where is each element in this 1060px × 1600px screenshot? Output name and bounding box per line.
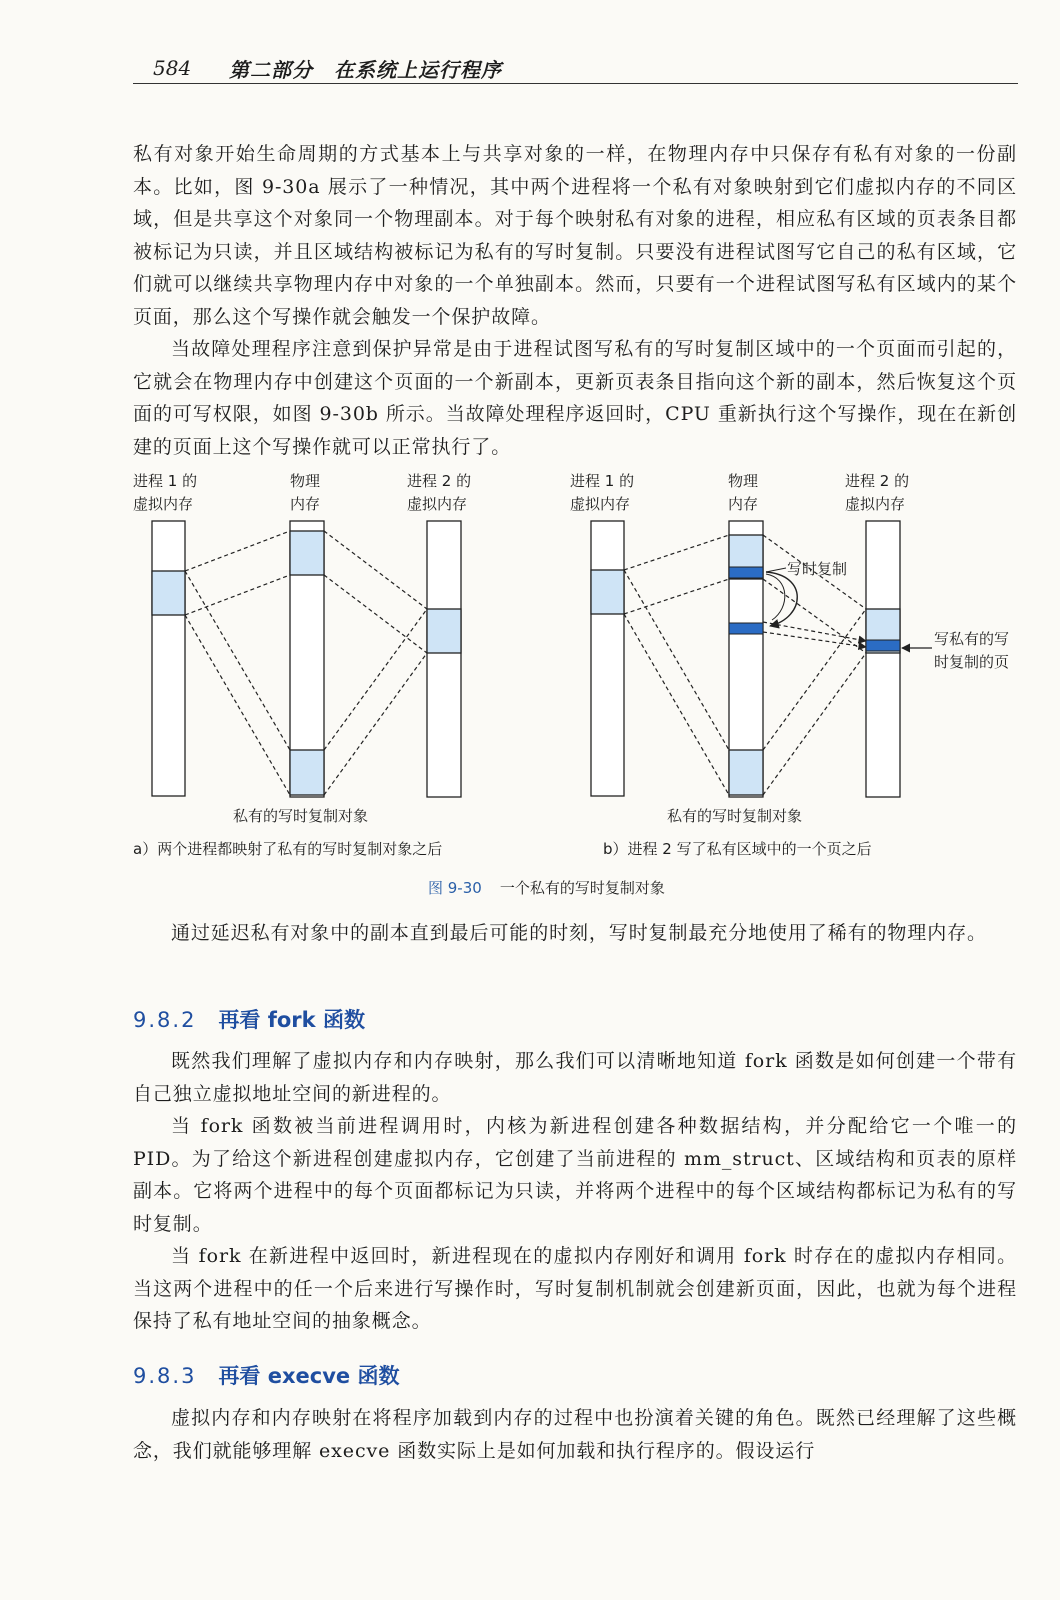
b-new-page (729, 623, 763, 634)
paragraph-6: 当 fork 在新进程中返回时，新进程现在的虚拟内存刚好和调用 fork 时存在的虚拟内存相同。当这两个进程中的任一个后来进行写操作时，写时复制机制就会创建新页面，因此，也就为每个进程保持了私有地址空间的抽象概念。 (133, 1245, 1017, 1332)
section-number: 9.8.2 (133, 1008, 197, 1032)
copy-arrow-inner (766, 574, 785, 620)
panel-b (591, 521, 932, 797)
label-b-process1: 进程 1 的 虚拟内存 (570, 472, 635, 513)
running-title: 第二部分 在系统上运行程序 (229, 58, 502, 82)
section-number: 9.8.3 (133, 1364, 197, 1388)
label-b-process2: 进程 2 的 虚拟内存 (845, 472, 910, 513)
cow-pointer (766, 568, 786, 572)
a-process1-memory (152, 521, 185, 796)
label-b-object: 私有的写时复制对象 (667, 807, 803, 825)
label-a-process2: 进程 2 的 虚拟内存 (407, 472, 472, 513)
label-a-physical: 物理 内存 (290, 472, 321, 513)
label-b-physical: 物理 内存 (728, 472, 759, 513)
label-copy-on-write: 写时复制 (787, 560, 848, 578)
page-number: 584 (153, 56, 192, 80)
section-title: 再看 fork 函数 (218, 1008, 365, 1032)
label-a-process1: 进程 1 的 虚拟内存 (133, 472, 198, 513)
label-a-object: 私有的写时复制对象 (233, 807, 369, 825)
figure-title: 一个私有的写时复制对象 (499, 879, 665, 897)
a-process2-memory (427, 521, 461, 797)
a-process2-region (427, 609, 461, 653)
b-written-page (866, 640, 900, 651)
b-process1-region (591, 570, 624, 614)
a-physical-region (290, 531, 324, 575)
b-process2-memory (866, 521, 900, 797)
paragraph-5: 当 fork 函数被当前进程调用时，内核为新进程创建各种数据结构，并分配给它一个唯一的 PID。为了给这个新进程创建虚拟内存，它创建了当前进程的 mm_struct、区域结构和页表的原样副本。它将两个进程中的每个页面都标记为只读，并将两个进程中的每个区域结构都标记为私有的写时复制。 (133, 1115, 1017, 1235)
copy-arrow (766, 572, 797, 626)
b-object-region (729, 750, 763, 795)
paragraph-2: 当故障处理程序注意到保护异常是由于进程试图写私有的写时复制区域中的一个页面而引起的，它就会在物理内存中创建这个页面的一个新副本，更新页表条目指向这个新的副本，然后恢复这个页面的可写权限，如图 9-30b 所示。当故障处理程序返回时，CPU 重新执行这个写操作，现在在新创建的页面上这个写操作就可以正常执行了。 (133, 338, 1017, 458)
figure-caption (428, 877, 665, 898)
section-heading-execve (133, 1360, 399, 1390)
b-original-page (729, 567, 763, 578)
paragraph-7: 虚拟内存和内存映射在将程序加载到内存的过程中也扮演着关键的角色。既然已经理解了这些概念，我们就能够理解 execve 函数实际上是如何加载和执行程序的。假设运行 (133, 1407, 1017, 1462)
paragraph-3: 通过延迟私有对象中的副本直到最后可能的时刻，写时复制最充分地使用了稀有的物理内存。 (171, 922, 987, 944)
paragraph-1: 私有对象开始生命周期的方式基本上与共享对象的一样，在物理内存中只保存有私有对象的一份副本。比如，图 9-30a 展示了一种情况，其中两个进程将一个私有对象映射到它们虚拟内存的不同区域，但是共享这个对象同一个物理副本。对于每个映射私有对象的进程，相应私有区域的页表条目都被标记为只读，并且区域结构被标记为私有的写时复制。只要没有进程试图写它自己的私有区域，它们就可以继续共享物理内存中对象的一个单独副本。然而，只要有一个进程试图写私有区域内的某个页面，那么这个写操作就会触发一个保护故障。 (133, 143, 1017, 328)
label-written-page: 写私有的写 时复制的页 (934, 630, 1010, 671)
caption-a: a）两个进程都映射了私有的写时复制对象之后 (133, 840, 443, 858)
caption-b: b）进程 2 写了私有区域中的一个页之后 (603, 840, 872, 858)
a-process1-region (152, 571, 185, 615)
figure-number: 图 9-30 (428, 879, 482, 897)
section-title: 再看 execve 函数 (218, 1364, 400, 1388)
panel-a (152, 521, 461, 797)
section-heading-fork (133, 1004, 365, 1034)
a-object-region (290, 750, 324, 795)
paragraph-4: 既然我们理解了虚拟内存和内存映射，那么我们可以清晰地知道 fork 函数是如何创建一个带有自己独立虚拟地址空间的新进程的。 (133, 1050, 1017, 1105)
b-process1-memory (591, 521, 624, 796)
